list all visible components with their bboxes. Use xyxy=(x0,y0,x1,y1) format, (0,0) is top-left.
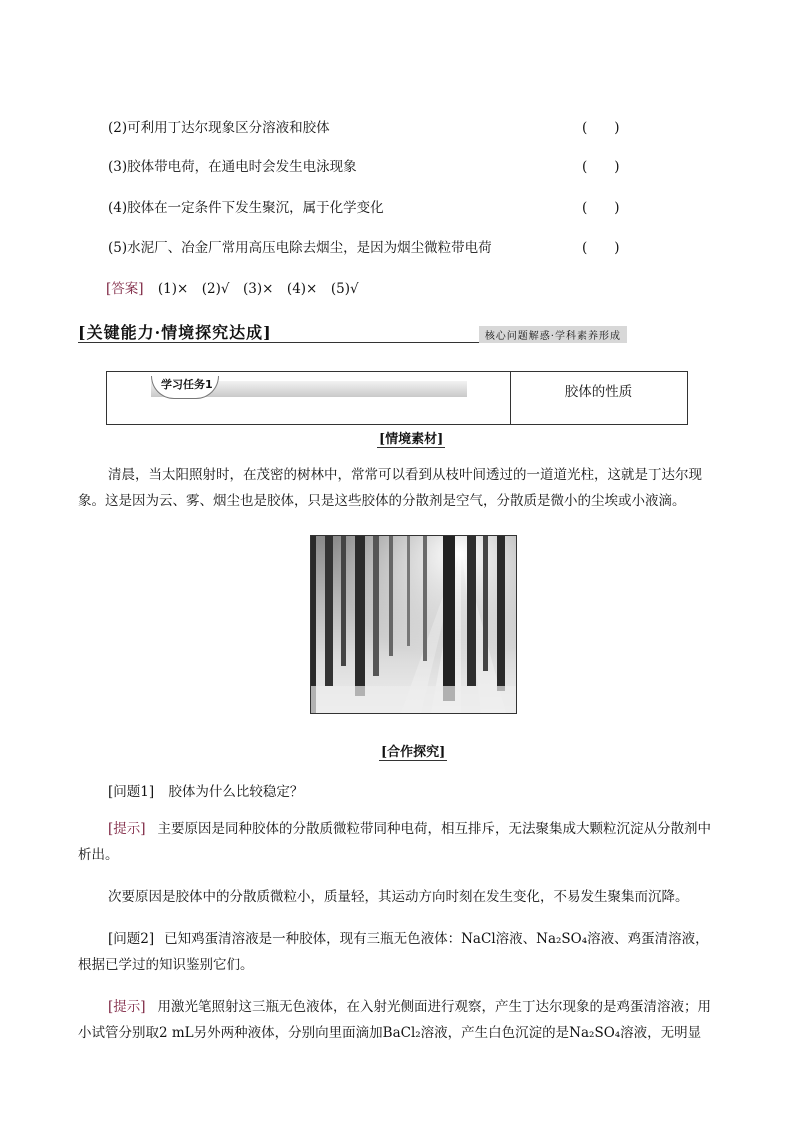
answer-blank-4: ( ) xyxy=(582,200,620,216)
answer-blank-2: ( ) xyxy=(582,120,620,136)
question-2 xyxy=(78,926,718,978)
section-badge: 核心问题解惑·学科素养形成 xyxy=(479,326,627,343)
hint-1 xyxy=(78,816,718,868)
question-1 xyxy=(108,780,303,800)
task-label: 学习任务1 xyxy=(161,378,213,391)
question-2-label: [问题2] xyxy=(108,931,155,947)
hint-2-label: [提示] xyxy=(108,999,146,1015)
learning-task-box xyxy=(106,371,688,425)
answer-label: [答案] xyxy=(106,281,144,297)
question-2-text: 已知鸡蛋清溶液是一种胶体，现有三瓶无色液体：NaCl溶液、Na₂SO₄溶液、鸡蛋清溶液，根据已学过的知识鉴别它们。 xyxy=(78,931,709,973)
answer-line xyxy=(106,277,359,297)
question-1-label: [问题1] xyxy=(108,784,155,800)
quiz-item-4: (4)胶体在一定条件下发生聚沉，属于化学变化 xyxy=(108,200,384,216)
hint-1-secondary: 次要原因是胶体中的分散质微粒小，质量轻，其运动方向时刻在发生变化，不易发生聚集而沉降。 xyxy=(108,889,689,905)
hint-1-text: 主要原因是同种胶体的分散质微粒带同种电荷，相互排斥，无法聚集成大颗粒沉淀从分散剂中析出。 xyxy=(78,821,712,863)
answer-blank-5: ( ) xyxy=(582,240,620,256)
answer-text: (1)× (2)√ (3)× (4)× (5)√ xyxy=(157,281,359,297)
quiz-item-2: (2)可利用丁达尔现象区分溶液和胶体 xyxy=(108,120,330,136)
section-title: [关键能力·情境探究达成] xyxy=(78,323,272,342)
cooperative-heading: [合作探究] xyxy=(381,745,446,760)
hint-2-text: 用激光笔照射这三瓶无色液体，在入射光侧面进行观察，产生丁达尔现象的是鸡蛋清溶液；用小试管分别取2 mL另外两种液体，分别向里面滴加BaCl₂溶液，产生白色沉淀的是Na₂SO₄溶液，无明显 xyxy=(78,999,712,1041)
forest-image xyxy=(311,536,516,713)
quiz-item-3: (3)胶体带电荷，在通电时会发生电泳现象 xyxy=(108,159,357,175)
question-1-text: 胶体为什么比较稳定？ xyxy=(168,784,304,800)
hint-2 xyxy=(78,994,718,1046)
hint-1-label: [提示] xyxy=(108,821,146,837)
forest-photo xyxy=(310,535,517,714)
section-header xyxy=(78,320,627,343)
situation-heading: [情境素材] xyxy=(379,432,444,447)
task-topic: 胶体的性质 xyxy=(564,384,633,400)
situation-paragraph: 清晨，当太阳照射时，在茂密的树林中，常常可以看到从枝叶间透过的一道道光柱，这就是丁达尔现象。这是因为云、雾、烟尘也是胶体，只是这些胶体的分散剂是空气，分散质是微小的尘埃或小液滴。 xyxy=(78,467,702,509)
answer-blank-3: ( ) xyxy=(582,159,620,175)
quiz-item-5: (5)水泥厂、冶金厂常用高压电除去烟尘，是因为烟尘微粒带电荷 xyxy=(108,240,492,256)
